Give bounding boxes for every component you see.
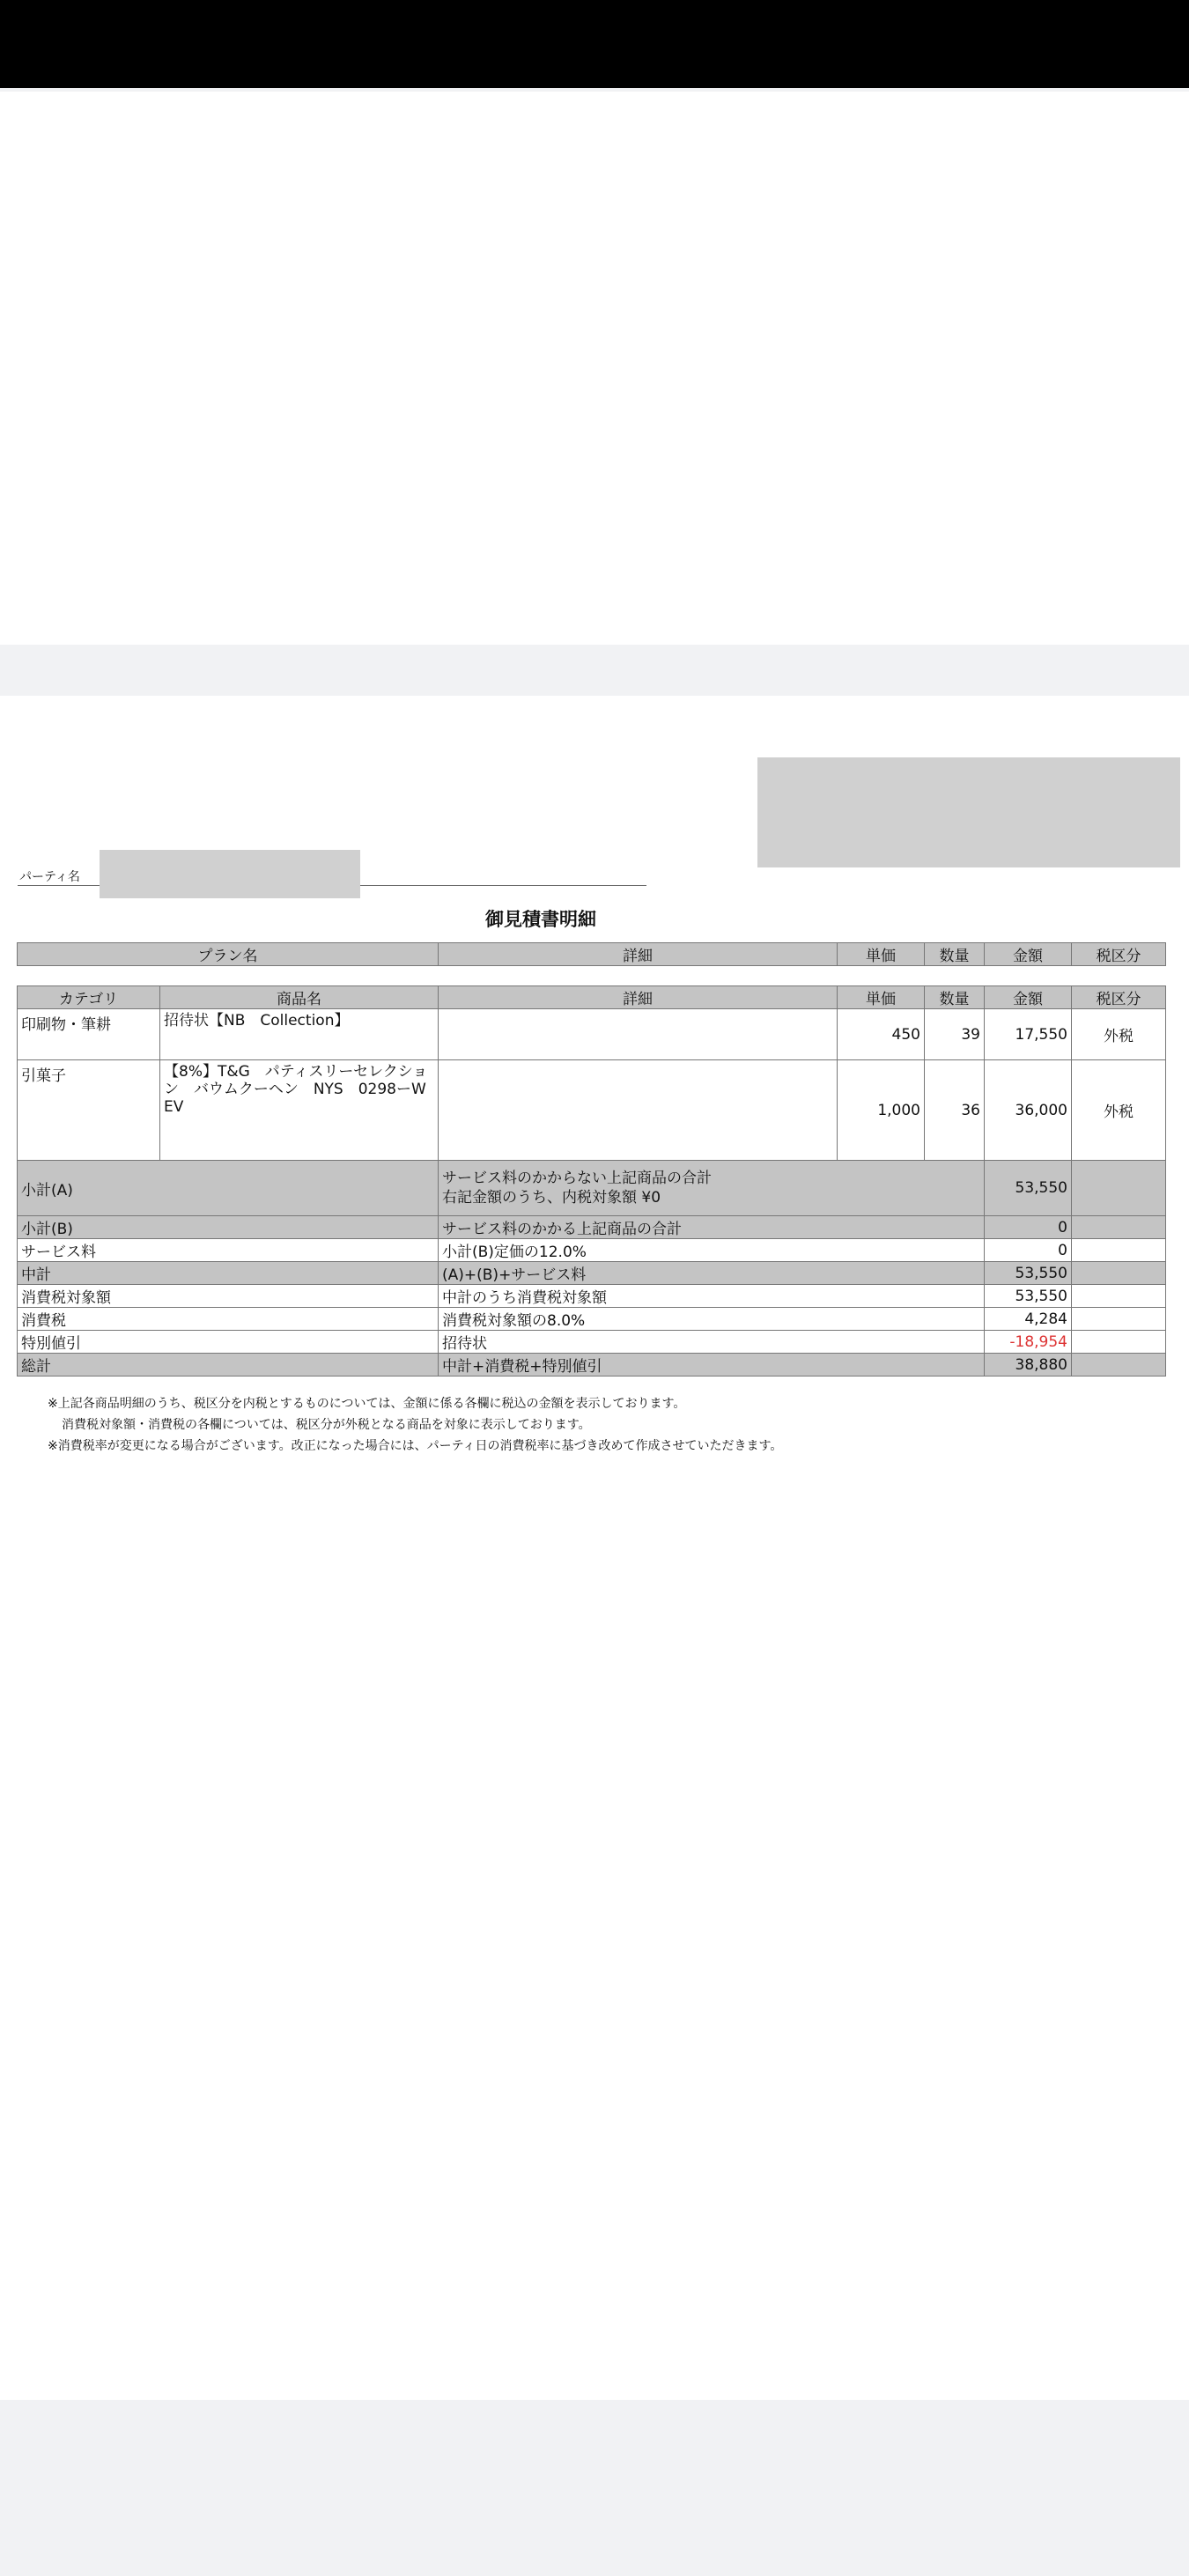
- item-detail: [439, 1060, 838, 1161]
- summary-detail: 招待状: [439, 1331, 985, 1354]
- summary-detail: 消費税対象額の8.0%: [439, 1308, 985, 1331]
- subtotal-a-detail-line1: サービス料のかからない上記商品の合計: [442, 1170, 712, 1187]
- footnote-3: ※消費税率が変更になる場合がございます。改正になった場合には、パーティ日の消費税率に基づき改めて作成させていただきます。: [48, 1439, 783, 1453]
- header-amount: 金額: [985, 943, 1072, 966]
- summary-label: 総計: [18, 1354, 439, 1377]
- summary-detail: (A)+(B)+サービス料: [439, 1262, 985, 1285]
- plan-table: [17, 942, 1166, 966]
- summary-label: 消費税: [18, 1308, 439, 1331]
- summary-tax: [1072, 1285, 1166, 1308]
- summary-label: サービス料: [18, 1239, 439, 1262]
- header-qty: 数量: [925, 943, 985, 966]
- subtotal-a-detail: [439, 1161, 985, 1216]
- estimate-page: [0, 696, 1189, 2400]
- items-header-row: [18, 986, 1166, 1009]
- summary-tax: [1072, 1239, 1166, 1262]
- summary-detail: サービス料のかかる上記商品の合計: [439, 1216, 985, 1239]
- summary-amount: 0: [985, 1216, 1072, 1239]
- item-unit-price: 1,000: [838, 1060, 925, 1161]
- summary-amount: 0: [985, 1239, 1072, 1262]
- subtotal-a-label: 小計(A): [18, 1161, 439, 1216]
- grand-total-row: [18, 1354, 1166, 1377]
- redacted-block: [757, 757, 1180, 867]
- summary-label: 消費税対象額: [18, 1285, 439, 1308]
- items-table: [17, 985, 1166, 1377]
- summary-detail: 中計+消費税+特別値引: [439, 1354, 985, 1377]
- subtotal-b-row: [18, 1216, 1166, 1239]
- grand-total-amount: 38,880: [985, 1354, 1072, 1377]
- plan-header-row: [18, 943, 1166, 966]
- summary-tax: [1072, 1354, 1166, 1377]
- header-plan: プラン名: [18, 943, 439, 966]
- header-qty: 数量: [925, 986, 985, 1009]
- item-product: 【8%】T&G パティスリーセレクション バウムクーヘン NYS 0298ーWEV: [160, 1060, 439, 1161]
- item-detail: [439, 1009, 838, 1060]
- consumption-tax-row: [18, 1308, 1166, 1331]
- item-product: 招待状【NB Collection】: [160, 1009, 439, 1060]
- midtotal-row: [18, 1262, 1166, 1285]
- header-detail: 詳細: [439, 943, 838, 966]
- subtotal-a-tax: [1072, 1161, 1166, 1216]
- redacted-party-name: [100, 850, 360, 898]
- service-fee-row: [18, 1239, 1166, 1262]
- item-amount: 36,000: [985, 1060, 1072, 1161]
- footnote-2: 消費税対象額・消費税の各欄については、税区分が外税となる商品を対象に表示しております。: [62, 1418, 591, 1432]
- item-qty: 36: [925, 1060, 985, 1161]
- item-tax: 外税: [1072, 1009, 1166, 1060]
- subtotal-a-row: [18, 1161, 1166, 1216]
- footnote-1: ※上記各商品明細のうち、税区分を内税とするものについては、金額に係る各欄に税込の金額を表示しております。: [48, 1397, 686, 1411]
- status-bar: [0, 0, 1189, 88]
- item-category: 引菓子: [18, 1060, 160, 1161]
- summary-amount: 53,550: [985, 1285, 1072, 1308]
- summary-tax: [1072, 1262, 1166, 1285]
- subtotal-a-detail-line2: 右記金額のうち、内税対象額 ¥0: [442, 1189, 661, 1207]
- party-name-row: [18, 859, 646, 886]
- subtotal-a-amount: 53,550: [985, 1161, 1072, 1216]
- item-qty: 39: [925, 1009, 985, 1060]
- header-unit-price: 単価: [838, 986, 925, 1009]
- summary-tax: [1072, 1331, 1166, 1354]
- document-title: 御見積書明細: [485, 909, 596, 930]
- item-category: 印刷物・筆耕: [18, 1009, 160, 1060]
- item-tax: 外税: [1072, 1060, 1166, 1161]
- taxable-amount-row: [18, 1285, 1166, 1308]
- table-row: [18, 1060, 1166, 1161]
- header-category: カテゴリ: [18, 986, 160, 1009]
- summary-label: 特別値引: [18, 1331, 439, 1354]
- summary-detail: 小計(B)定価の12.0%: [439, 1239, 985, 1262]
- summary-tax: [1072, 1216, 1166, 1239]
- item-unit-price: 450: [838, 1009, 925, 1060]
- table-row: [18, 1009, 1166, 1060]
- party-name-label: パーティ名: [19, 870, 80, 884]
- summary-amount: 53,550: [985, 1262, 1072, 1285]
- summary-detail: 中計のうち消費税対象額: [439, 1285, 985, 1308]
- header-tax: 税区分: [1072, 943, 1166, 966]
- summary-tax: [1072, 1308, 1166, 1331]
- item-amount: 17,550: [985, 1009, 1072, 1060]
- header-product: 商品名: [160, 986, 439, 1009]
- special-discount-row: [18, 1331, 1166, 1354]
- summary-label: 中計: [18, 1262, 439, 1285]
- header-detail: 詳細: [439, 986, 838, 1009]
- header-amount: 金額: [985, 986, 1072, 1009]
- summary-amount: 4,284: [985, 1308, 1072, 1331]
- summary-label: 小計(B): [18, 1216, 439, 1239]
- discount-amount: -18,954: [985, 1331, 1072, 1354]
- header-unit-price: 単価: [838, 943, 925, 966]
- footnotes: [48, 1393, 782, 1457]
- header-tax: 税区分: [1072, 986, 1166, 1009]
- blank-page: [0, 92, 1189, 645]
